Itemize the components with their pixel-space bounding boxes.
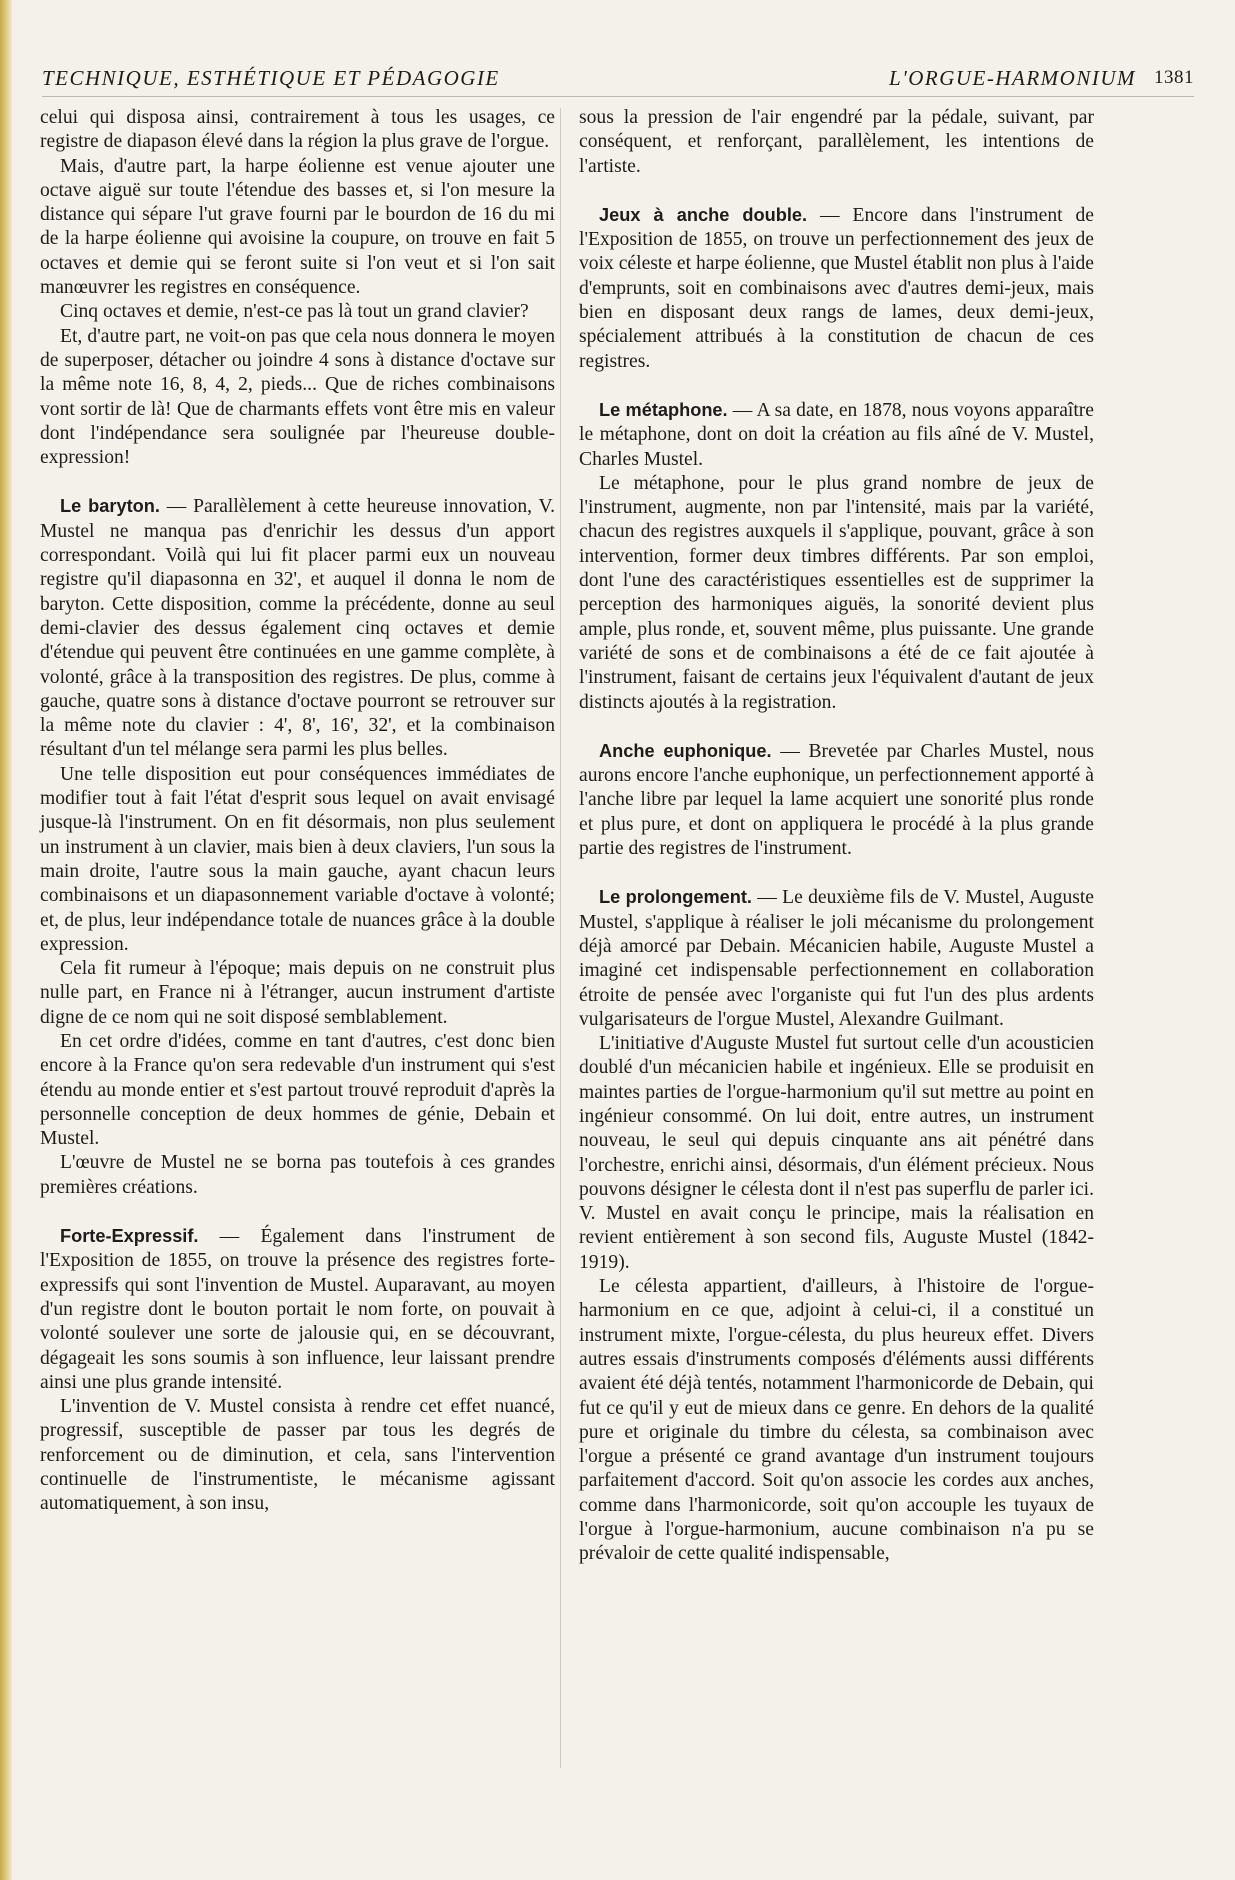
paragraph: L'initiative d'Auguste Mustel fut surtout celle d'un acousticien doublé d'un mécanicien habile et ingénieux. Elle se produisit en maintes parties de l'orgue-harmonium qu'il sut mettre au point en ingénieur consommé. On lui doit, entre autres, un instrument nouveau, le seul qui depuis cinquante ans ait pénétré dans l'orchestre, enrichi ainsi, désormais, d'un élément précieux. Nous pouvons désigner le célesta dont il n'est pas superflu de parler ici. V. Mustel en avait conçu le principe, mais la réalisation en revient entièrement à son second fils, Auguste Mustel (1842-1919). xyxy=(579,1033,1094,1273)
running-header xyxy=(42,66,1194,97)
section-text: — Le deuxième fils de V. Mustel, Auguste Mustel, s'applique à réaliser le joli mécanisme du prolongement déjà amorcé par Debain. Mécanicien habile, Auguste Mustel a imaginé cet indispensable perfectionnement en collaboration étroite de pensée avec l'organiste qui fut l'un des plus ardents vulgarisateurs de l'orgue Mustel, Alexandre Guilmant. xyxy=(579,887,1095,1030)
section-paragraph xyxy=(40,1224,555,1395)
section-heading-prolongement: Le prolongement. xyxy=(599,887,752,908)
section-paragraph xyxy=(579,885,1094,1032)
section-paragraph xyxy=(40,494,555,762)
section-text: — Encore dans l'instrument de l'Exposition de 1855, on trouve un perfectionnement des jeux de voix céleste et harpe éolienne, que Mustel établit non plus à l'aide d'emprunts, soit en combinaisons avec d'autres demi-jeux, mais bien en disposant deux rangs de lames, deux demi-jeux, spécialement attribués à la constitution de chacun de ces registres. xyxy=(579,204,1094,372)
section-paragraph xyxy=(579,739,1094,861)
section-text: — Brevetée par Charles Mustel, nous aurons encore l'anche euphonique, un perfectionnement apporté à l'anche libre par lequel la lame acquiert une sonorité plus ronde et plus pure, et dont on appliquera le procédé à la plus grande partie des registres de l'instrument. xyxy=(579,740,1094,860)
section-text: — A sa date, en 1878, nous voyons apparaître le métaphone, dont on doit la création au fils aîné de V. Mustel, Charles Mustel. xyxy=(579,399,1095,470)
left-column xyxy=(40,106,555,1517)
paragraph: L'invention de V. Mustel consista à rendre cet effet nuancé, progressif, susceptible de passer par tous les degrés de renforcement ou de diminution, et cela, sans l'intervention continuelle de l'instrumentiste, le mécanisme agissant automatiquement, à son insu, xyxy=(40,1396,555,1515)
section-text: — Également dans l'instrument de l'Exposition de 1855, on trouve la présence des registres forte-expressifs qui sont l'invention de Mustel. Auparavant, au moyen d'un registre dont le bouton portait le nom forte, on pouvait à volonté soulever une sorte de jalousie qui, en se découvrant, dégageait les sons soumis à son influence, leur laissant prendre ainsi une plus grande intensité. xyxy=(40,1226,555,1393)
paragraph: En cet ordre d'idées, comme en tant d'autres, c'est donc bien encore à la France qu'on sera redevable d'un instrument qui s'est étendu au monde entier et s'est partout trouvé reproduit d'après la personnelle conception de deux hommes de génie, Debain et Mustel. xyxy=(40,1030,555,1150)
header-left: TECHNIQUE, ESTHÉTIQUE ET PÉDAGOGIE xyxy=(42,66,500,90)
section-heading-forte-expressif: Forte-Expressif. xyxy=(60,1226,199,1247)
page-binding-edge xyxy=(0,0,12,1880)
paragraph: Cinq octaves et demie, n'est-ce pas là tout un grand clavier? xyxy=(60,301,529,323)
paragraph: Mais, d'autre part, la harpe éolienne est venue ajouter une octave aiguë sur toute l'étendue des basses et, si l'on mesure la distance qui sépare l'ut grave fourni par le bourdon de 16 du mi de la harpe éolienne qui avoisine la coupure, on trouve en fait 5 octaves et demie qui se feront suite si l'on veut et si l'on sait manœuvrer les registres en conséquence. xyxy=(40,155,555,299)
paragraph: Le célesta appartient, d'ailleurs, à l'histoire de l'orgue-harmonium en ce que, adjoint à celui-ci, il a constitué un instrument mixte, l'orgue-célesta, du plus heureux effet. Divers autres essais d'instruments composés d'éléments aussi différents avaient été déjà tentés, notamment l'harmonicorde de Debain, qui fut ce qu'il y eut de mieux dans ce genre. En dehors de la qualité pure et originale du timbre du célesta, sa combinaison avec l'orgue a présenté ce grand avantage d'un instrument toujours parfaitement d'accord. Soit qu'on associe les cordes aux anches, comme dans l'harmonicorde, soit qu'on accouple les tuyaux de l'orgue à l'orgue-harmonium, aucune combinaison n'a pu se prévaloir de cette qualité indispensable, xyxy=(579,1276,1094,1565)
paragraph: L'œuvre de Mustel ne se borna pas toutefois à ces grandes premières créations. xyxy=(40,1152,555,1198)
header-right: L'ORGUE-HARMONIUM xyxy=(889,66,1136,90)
paragraph: Le métaphone, pour le plus grand nombre de jeux de l'instrument, augmente, non par l'intensité, mais par la variété, chacun des registres auxquels il s'applique, pouvant, grâce à son intervention, former deux timbres différents. Par son emploi, dont l'une des caractéristiques essentielles est de supprimer la perception des harmoniques aiguës, la sonorité devient plus ample, plus ronde, et, souvent même, plus puissante. Une grande variété de sons et de combinaisons a été de ce fait ajoutée à l'instrument, faisant de certains jeux l'équivalent d'autant de jeux distincts ajoutés à la registration. xyxy=(579,472,1094,713)
section-paragraph xyxy=(579,203,1094,374)
section-heading-metaphone: Le métaphone. xyxy=(599,399,728,420)
page-number: 1381 xyxy=(1154,67,1194,88)
section-heading-baryton: Le baryton. xyxy=(60,496,160,517)
right-column xyxy=(579,106,1094,1567)
paragraph: celui qui disposa ainsi, contrairement à tous les usages, ce registre de diapason élevé dans la région la plus grave de l'orgue. xyxy=(40,107,555,153)
section-paragraph xyxy=(579,398,1094,472)
section-heading-anche-euphonique: Anche euphonique. xyxy=(599,740,772,761)
paragraph: Une telle disposition eut pour conséquences immédiates de modifier tout à fait l'état d'esprit sous lequel on avait envisagé jusque-là l'instrument. On en fit désormais, non plus seulement un instrument à un clavier, mais bien à deux claviers, l'un sous la main droite, l'autre sous la main gauche, ayant chacun leurs combinaisons et un diapasonnement variable d'octave à volonté; et, de plus, leur indépendance totale de nuances grâce à la double expression. xyxy=(40,763,555,955)
section-heading-anche-double: Jeux à anche double. xyxy=(599,204,808,225)
paragraph: sous la pression de l'air engendré par la pédale, suivant, par conséquent, et renforçant, parallèlement, les intentions de l'artiste. xyxy=(579,107,1094,177)
column-divider xyxy=(560,108,561,1768)
paragraph: Cela fit rumeur à l'époque; mais depuis on ne construit plus nulle part, en France ni à l'étranger, aucun instrument d'artiste digne de ce nom qui ne soit disposé semblablement. xyxy=(40,958,555,1028)
section-text: — Parallèlement à cette heureuse innovation, V. Mustel ne manqua pas d'enrichir les dessus d'un apport correspondant. Voilà qui lui fit placer parmi eux un nouveau registre qu'il diapasonna en 32', et auquel il donna le nom de baryton. Cette disposition, comme la précédente, donne au seul demi-clavier des dessus également cinq octaves et demie d'étendue qui peuvent être continuées en une gamme complète, à volonté, grâce à la transposition des registres. De plus, comme à gauche, quatre sons à distance d'octave pourront se retrouver sur la même note du clavier : 4', 8', 16', 32', et la combinaison résultant d'un tel mélange sera parmi les plus belles. xyxy=(40,496,555,761)
paragraph: Et, d'autre part, ne voit-on pas que cela nous donnera le moyen de superposer, détacher ou joindre 4 sons à distance d'octave sur la même note 16, 8, 4, 2, pieds... Que de riches combinaisons vont sortir de là! Que de charmants effets vont être mis en valeur dont l'indépendance sera soulignée par l'heureuse double-expression! xyxy=(40,325,555,469)
